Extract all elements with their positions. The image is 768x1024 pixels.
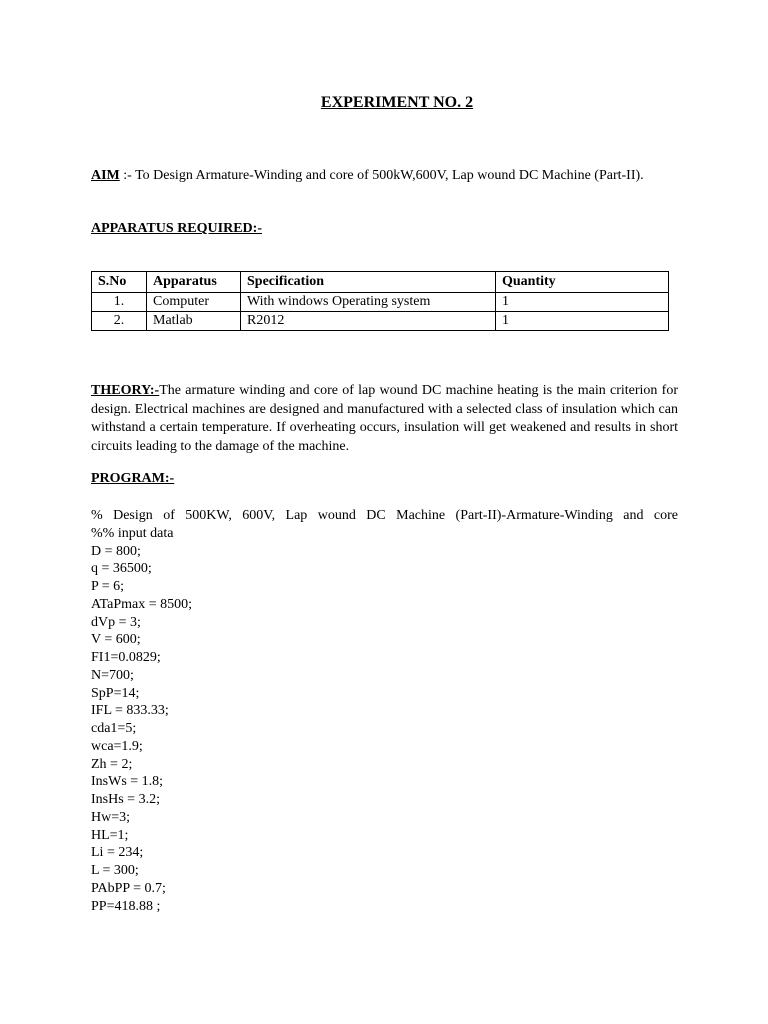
page-title-text: EXPERIMENT NO. 2 — [320, 94, 474, 111]
cell-quantity: 1 — [496, 312, 669, 331]
code-line: Zh = 2; — [91, 756, 133, 772]
apparatus-table — [91, 271, 669, 331]
cell-apparatus: Matlab — [147, 312, 241, 331]
cell-sno: 2. — [92, 312, 147, 331]
cell-sno: 1. — [92, 293, 147, 312]
cell-quantity: 1 — [496, 293, 669, 312]
aim-paragraph — [91, 167, 678, 186]
column-header-apparatus: Apparatus — [147, 272, 241, 293]
code-line: SpP=14; — [91, 685, 140, 701]
code-line: IFL = 833.33; — [91, 703, 169, 719]
code-line: %% input data — [91, 525, 174, 541]
code-line: dVp = 3; — [91, 614, 141, 630]
theory-label: THEORY:- — [91, 383, 160, 398]
code-line: N=700; — [91, 667, 134, 683]
code-line: q = 36500; — [91, 561, 152, 577]
table-row — [92, 293, 669, 312]
aim-text: :- To Design Armature-Winding and core of 500kW,600V, Lap wound DC Machine (Part-II). — [119, 168, 644, 183]
column-header-specification: Specification — [241, 272, 496, 293]
program-code — [91, 507, 678, 915]
code-line: InsWs = 1.8; — [91, 774, 164, 790]
theory-paragraph — [91, 382, 678, 456]
code-line: Li = 234; — [91, 845, 144, 861]
code-line: P = 6; — [91, 579, 125, 594]
theory-text: The armature winding and core of lap wound DC machine heating is the main criterion for design. Electrical machines are designed and manufactured with a selected class of insulation which can withstand a certain temperature. If overheating occurs, insulation will get weakened and results in short circuits leading to the damage of the machine. — [91, 383, 678, 454]
program-heading: PROGRAM:- — [91, 471, 175, 486]
code-line: Hw=3; — [91, 809, 131, 825]
page-title — [0, 94, 768, 112]
cell-specification: With windows Operating system — [241, 293, 496, 312]
column-header-quantity: Quantity — [496, 272, 669, 293]
apparatus-heading: APPARATUS REQUIRED:- — [91, 221, 262, 236]
code-line: HL=1; — [91, 827, 129, 843]
code-line: PP=418.88 ; — [91, 898, 161, 914]
code-line: L = 300; — [91, 863, 139, 878]
code-line: D = 800; — [91, 543, 141, 559]
cell-apparatus: Computer — [147, 293, 241, 312]
column-header-sno: S.No — [92, 272, 147, 293]
cell-specification: R2012 — [241, 312, 496, 331]
code-line: ATaPmax = 8500; — [91, 596, 193, 612]
apparatus-table-header-row — [92, 272, 669, 293]
code-line: FI1=0.0829; — [91, 650, 161, 665]
code-line: cda1=5; — [91, 721, 137, 736]
code-line: InsHs = 3.2; — [91, 792, 160, 807]
code-line: wca=1.9; — [91, 738, 143, 754]
aim-label: AIM — [91, 168, 120, 183]
code-line: PAbPP = 0.7; — [91, 880, 166, 896]
table-row — [92, 312, 669, 331]
code-line: % Design of 500KW, 600V, Lap wound DC Machine (Part-II)-Armature-Winding and core — [91, 508, 678, 523]
code-line: V = 600; — [91, 632, 141, 648]
